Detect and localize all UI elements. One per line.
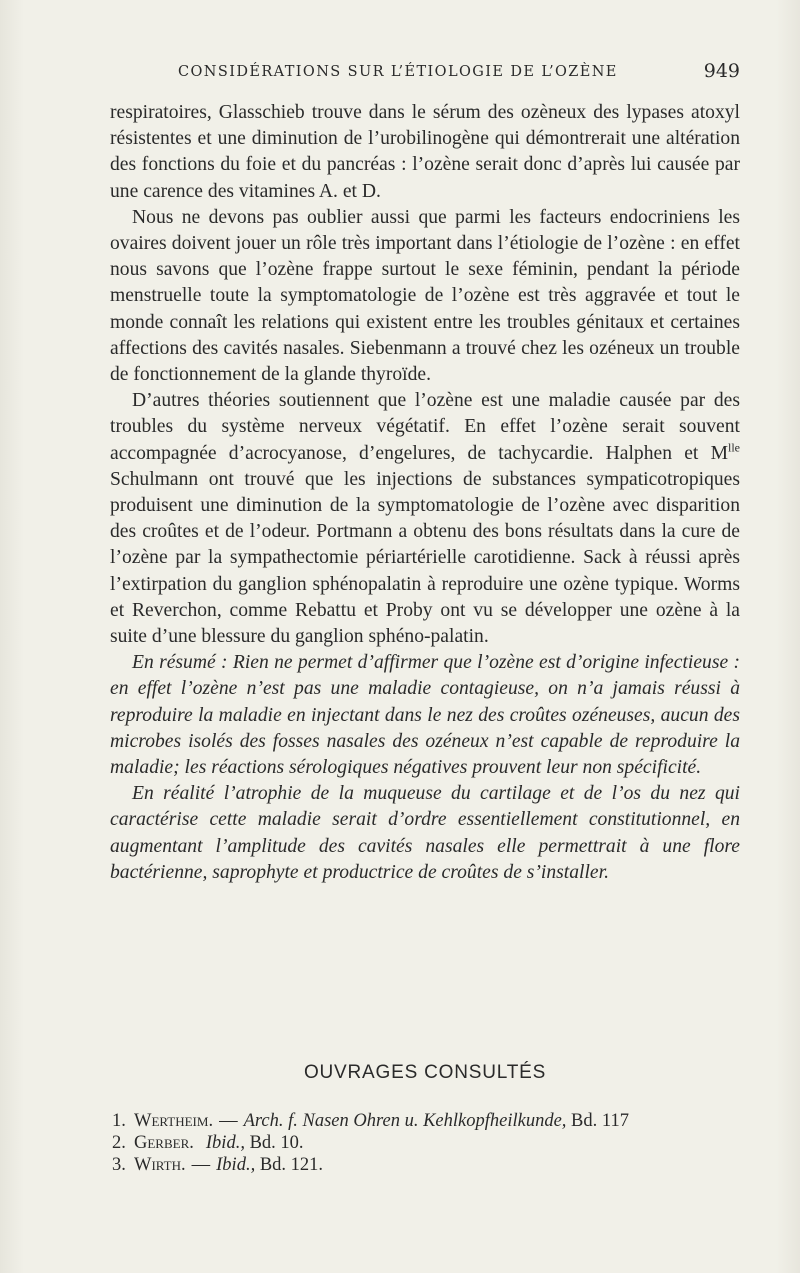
reference-item — [112, 1154, 742, 1176]
reference-item — [112, 1132, 742, 1154]
paragraph-5-conclusion: En réalité l’atrophie de la muqueuse du cartilage et de l’os du nez qui caractérise cette maladie serait d’ordre essentiellement constitutionnel, en augmentant l’amplitude des cavités nasales elle permettrait à une flore bactérienne, saprophyte et productrice de croûtes de s’installer. — [110, 783, 740, 883]
reference-separator: — — [191, 1155, 211, 1175]
reference-volume: Bd. 117 — [566, 1111, 629, 1131]
reference-work: Arch. f. Nasen Ohren u. Kehlkopfheilkunde, — [243, 1111, 567, 1131]
references-list — [112, 1110, 742, 1176]
paragraph-3-part-b: Schulmann ont trouvé que les injections de substances sympaticotropiques produisent une diminution de la symptomatologie de l’ozène avec disparition des croûtes et de l’odeur. Portmann a obtenu des bons résultats dans la cure de l’ozène par la sympathectomie périartérielle carotidienne. Sack à réussi après l’extirpation du ganglion sphénopalatin à reproduire une ozène typique. Worms et Reverchon, comme Rebattu et Proby ont vu se développer une ozène à la suite d’une blessure du ganglion sphéno-palatin. — [110, 468, 740, 648]
reference-author: Gerber. — [134, 1133, 194, 1153]
reference-author: Wirth. — [134, 1155, 186, 1175]
reference-volume: Bd. 10. — [244, 1133, 304, 1153]
paragraph-4-summary: En résumé : Rien ne permet d’affirmer que l’ozène est d’origine infectieuse : en effet l’ozène n’est pas une maladie contagieuse, on n’a jamais réussi à reproduire la maladie en injectant dans le nez des croûtes ozéneuses, aucun des microbes isolés des fosses nasales des ozéneux n’est capable de reproduire la maladie; les réactions sérologiques négatives prouvent leur non spécificité. — [110, 652, 740, 779]
paragraph-1: respiratoires, Glasschieb trouve dans le sérum des ozèneux des lypases atoxyl résistentes et une diminution de l’urobilinogène qui démontrerait une altération des fonctions du foie et du pancréas : l’ozène serait donc d’après lui causée par une carence des vitamines A. et D. — [110, 102, 740, 202]
references-title: OUVRAGES CONSULTÉS — [303, 1062, 547, 1083]
page-number: 949 — [703, 60, 740, 82]
reference-volume: Bd. 121. — [255, 1155, 324, 1175]
reference-number: 3. — [112, 1155, 126, 1175]
running-title: CONSIDÉRATIONS SUR L’ÉTIOLOGIE DE L’OZÈNE — [178, 64, 618, 80]
reference-work: Ibid., — [216, 1155, 256, 1175]
reference-author: Wertheim. — [134, 1111, 214, 1131]
reference-work: Ibid., — [205, 1133, 245, 1153]
reference-number: 2. — [112, 1133, 126, 1153]
superscript-lle: lle — [728, 440, 740, 455]
body-text — [110, 100, 740, 886]
paragraph-3 — [110, 388, 740, 650]
paragraph-3-part-a: D’autres théories soutiennent que l’ozène est une maladie causée par des troubles du système nerveux végétatif. En effet l’ozène serait souvent accompagnée d’acrocyanose, d’engelures, de tachycardie. Halphen et M — [110, 390, 740, 464]
paragraph-2: Nous ne devons pas oublier aussi que parmi les facteurs endocriniens les ovaires doivent jouer un rôle très important dans l’étiologie de l’ozène : en effet nous savons que l’ozène frappe surtout le sexe féminin, pendant la période menstruelle toute la symptomatologie de l’ozène est très aggravée et tout le monde connaît les relations qui existent entre les troubles génitaux et certaines affections des cavités nasales. Siebenmann a trouvé chez les ozéneux un trouble de fonctionnement de la glande thyroïde. — [110, 206, 740, 386]
reference-item — [112, 1110, 742, 1132]
reference-number: 1. — [112, 1111, 126, 1131]
page-header — [110, 62, 740, 88]
reference-separator: — — [219, 1111, 238, 1131]
